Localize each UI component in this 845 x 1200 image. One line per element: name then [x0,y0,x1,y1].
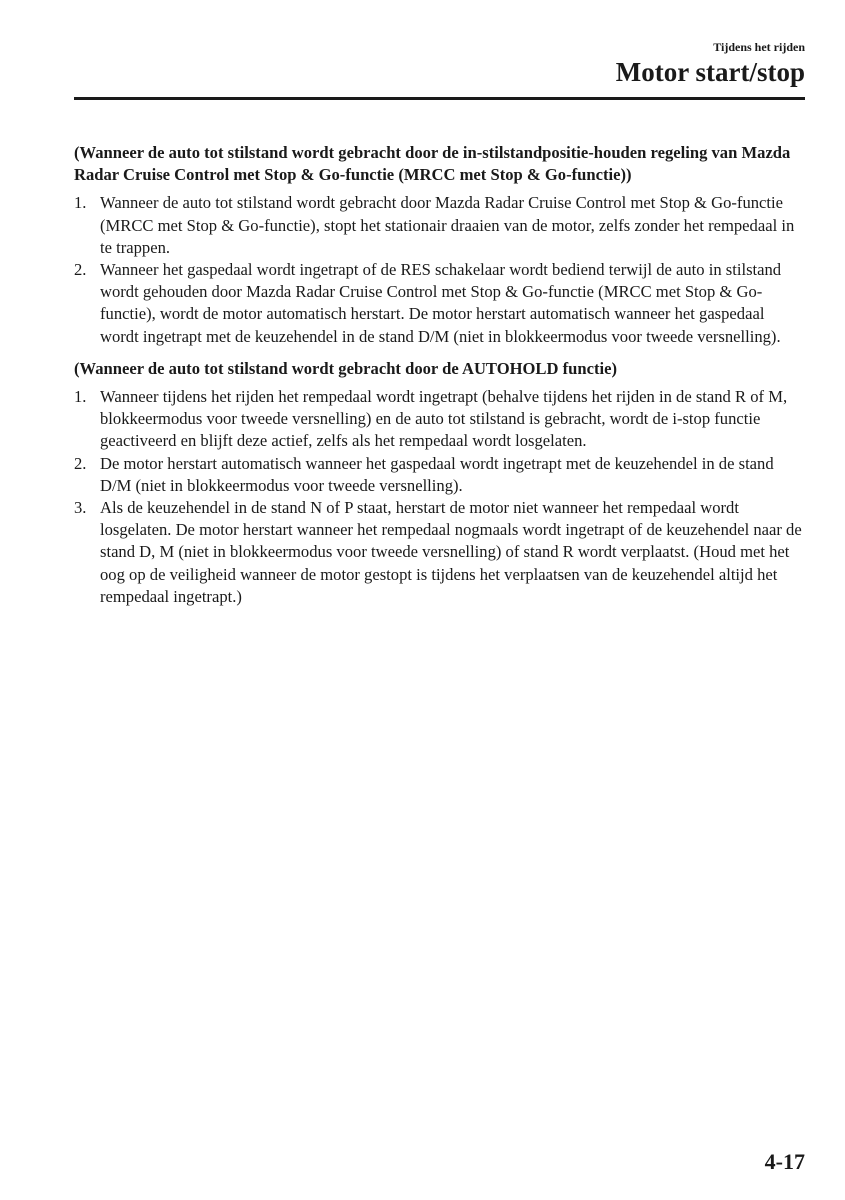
page-number: 4-17 [764,1149,805,1174]
list-item-number: 1. [74,193,87,213]
page-content [74,142,805,614]
list-item-text: Wanneer de auto tot stilstand wordt gebracht door Mazda Radar Cruise Control met Stop & Go-functie (MRCC met Stop & Go-functie), stopt het stationair draaien van de motor, zelfs zonder het rempedaal in te trappen. [100,193,795,257]
list-item [74,453,805,497]
list-item-text: Wanneer het gaspedaal wordt ingetrapt of de RES schakelaar wordt bediend terwijl de auto in stilstand wordt gehouden door Mazda Radar Cruise Control met Stop & Go-functie (MRCC met Stop & Go-functie), wordt de motor automatisch herstart. De motor herstart automatisch wanneer het gaspedaal wordt ingetrapt met de keuzehendel in de stand D/M (niet in blokkeermodus voor tweede versnelling). [100,260,782,346]
page-title: Motor start/stop [615,57,805,87]
list-item-number: 2. [74,260,87,280]
list-item-number: 2. [74,453,87,473]
section-heading-autohold: (Wanneer de auto tot stilstand wordt gebracht door de AUTOHOLD functie) [74,358,617,378]
list-item [74,386,805,453]
section-label: Tijdens het rijden [713,40,805,54]
steps-list-mrcc [74,192,805,347]
list-item-number: 1. [74,387,87,407]
list-item-number: 3. [74,498,87,518]
steps-list-autohold [74,386,805,608]
list-item [74,497,805,608]
section-heading-mrcc: (Wanneer de auto tot stilstand wordt gebracht door de in-stilstandpositie-houden regeling van Mazda Radar Cruise Control met Stop & Go-functie (MRCC met Stop & Go-functie)) [74,143,791,185]
header-divider [74,97,805,100]
list-item-text: Als de keuzehendel in de stand N of P staat, herstart de motor niet wanneer het rempedaal wordt losgelaten. De motor herstart wanneer het rempedaal nogmaals wordt ingetrapt of de keuzehendel naar de stand D, M (niet in blokkeermodus voor tweede versnelling) of stand R wordt verplaatst. (Houd met het oog op de veiligheid wanneer de motor gestopt is tijdens het verplaatsen van de keuzehendel altijd het rempedaal ingetrapt.) [100,498,802,606]
list-item [74,259,805,348]
list-item [74,192,805,259]
list-item-text: De motor herstart automatisch wanneer het gaspedaal wordt ingetrapt met de keuzehendel in de stand D/M (niet in blokkeermodus voor tweede versnelling). [100,453,774,495]
list-item-text: Wanneer tijdens het rijden het rempedaal wordt ingetrapt (behalve tijdens het rijden in de stand R of M, blokkeermodus voor tweede versnelling) en de auto tot stilstand is gebracht, wordt de i-stop functie geactiveerd en blijft deze actief, zelfs als het rempedaal wordt losgelaten. [100,387,788,451]
